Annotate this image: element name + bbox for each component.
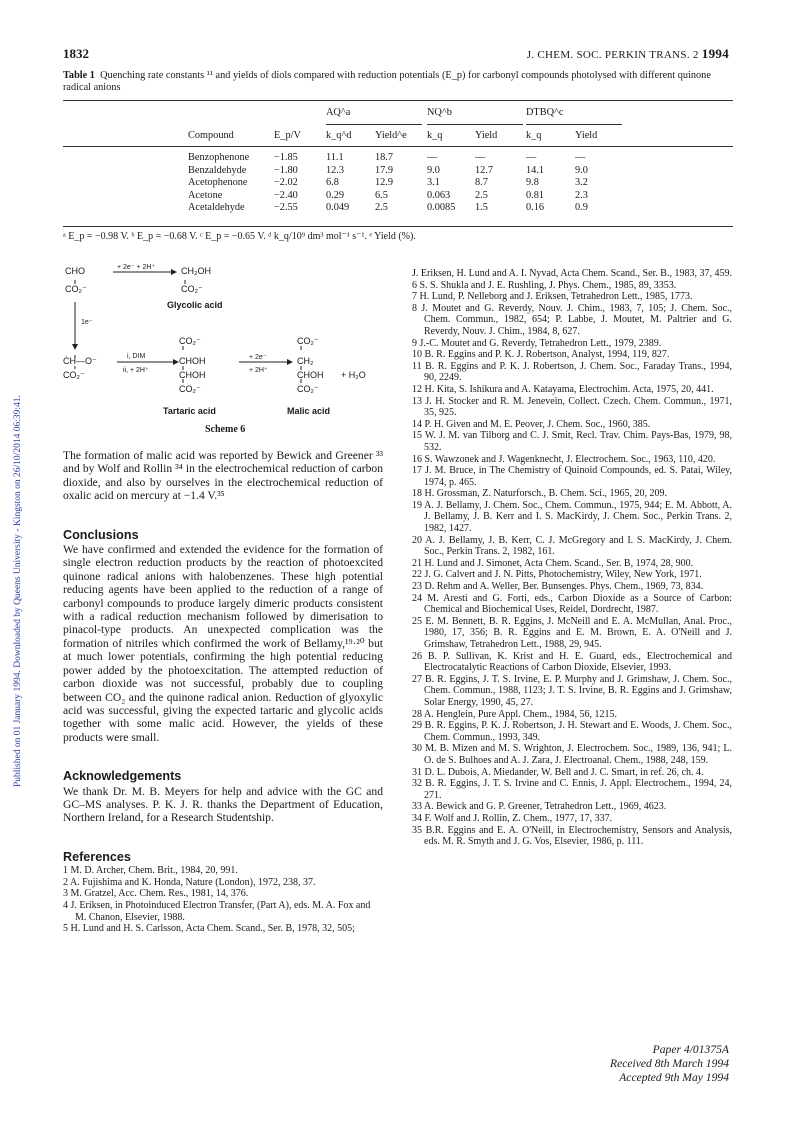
- table-cell: 2.3: [575, 189, 588, 201]
- scheme-tartaric-label: Tartaric acid: [163, 406, 216, 416]
- reference-item: 8 J. Moutet and G. Reverdy, Nouv. J. Chim., 1983, 7, 105; J. Chem. Soc., Chem. Commun., 1982, 654; P. Labbe, J. Moutet, M. Paltrier and G. Reverdy, Nouv. J. Chim., 1984, 8, 627.: [412, 302, 732, 337]
- table-cell: −2.40: [274, 189, 298, 201]
- reference-item: 16 S. Wawzonek and J. Wagenknecht, J. Electrochem. Soc., 1963, 110, 420.: [412, 453, 716, 465]
- table-column-header: k_q: [526, 130, 542, 141]
- reference-item: 7 H. Lund, P. Nelleborg and J. Eriksen, Tetrahedron Lett., 1985, 1773.: [412, 291, 693, 303]
- table-label: Table 1: [63, 70, 95, 81]
- scheme-co2-b: CO₂⁻: [181, 284, 203, 294]
- page-number: 1832: [63, 46, 89, 61]
- table-cell: 0.049: [326, 202, 350, 213]
- reference-item: 27 B. R. Eggins, J. T. S. Irvine, E. P. Murphy and J. Grimshaw, J. Chem. Soc., Chem. Commun., 1988, 1123; J. T. S. Irvine, B. R. Eggins and J. Grimshaw, Solar Energy, 1990, 45, 27.: [412, 673, 732, 708]
- table-cell: −2.55: [274, 202, 298, 213]
- paper-info: [610, 1043, 729, 1085]
- reference-item: 11 B. R. Eggins and P. K. J. Robertson, J. Chem. Soc., Faraday Trans., 1994, 90, 2249.: [412, 360, 732, 384]
- scheme-cho: CHO: [65, 266, 85, 276]
- reference-item: 10 B. R. Eggins and P. K. J. Robertson, Analyst, 1994, 119, 827.: [412, 349, 670, 361]
- scheme-co2-f: CO₂⁻: [179, 384, 201, 394]
- received-date: Received 8th March 1994: [609, 1057, 729, 1070]
- reference-item: 6 S. S. Shukla and J. E. Rushling, J. Phys. Chem., 1985, 89, 3353.: [412, 279, 677, 291]
- reference-item: 13 J. H. Stocker and R. M. Jenevein, Collect. Czech. Chem. Commun., 1971, 35, 925.: [412, 395, 732, 419]
- scheme-choh-b: CHOH: [179, 370, 206, 380]
- table-column-header: k_q^d: [326, 130, 352, 141]
- table-column-header: k_q: [427, 130, 443, 141]
- table-caption: [63, 70, 733, 94]
- reference-item: 33 A. Bewick and G. P. Greener, Tetrahedron Lett., 1969, 4623.: [412, 801, 667, 813]
- table-cell: 9.8: [526, 177, 539, 188]
- table-cell: 14.1: [526, 164, 545, 176]
- reference-item: 31 D. L. Dubois, A. Miedander, W. Bell and J. C. Smart, in ref. 26, ch. 4.: [412, 766, 704, 778]
- malic-acid-paragraph: The formation of malic acid was reported by Bewick and Greener ³³ and by Wolf and Rollin ³⁴ in the electrochemical reduction of carbon dioxide, and also by ourselves in the electrochemical reduction of oxalic acid on mercury at −1.4 V.³⁵: [63, 449, 383, 503]
- reference-item: 26 B. P. Sullivan, K. Krist and H. E. Guard, eds., Electrochemical and Electrocatalytic Reactions of Carbon Dioxide, Elsevier, 1993.: [412, 650, 732, 674]
- reference-item: 12 H. Kita, S. Ishikura and A. Katayama, Electrochim. Acta, 1975, 20, 441.: [412, 383, 714, 395]
- reference-item: J. Eriksen, H. Lund and A. I. Nyvad, Acta Chem. Scand., Ser. B., 1983, 37, 459.: [412, 268, 732, 279]
- table-cell: 0.29: [326, 189, 345, 201]
- reference-item: 9 J.-C. Moutet and G. Reverdy, Tetrahedron Lett., 1979, 2389.: [412, 337, 662, 349]
- table-column-header: E_p/V: [274, 130, 301, 141]
- scheme-co2-g: CO₂⁻: [297, 384, 319, 394]
- reference-item: 20 A. J. Bellamy, J. B. Kerr, C. J. McGregory and I. S. MacKirdy, J. Chem. Soc., Perkin Trans. 2, 1982, 161.: [412, 534, 732, 558]
- conclusions-heading: Conclusions: [63, 527, 139, 542]
- paper-number: Paper 4/01375A: [652, 1043, 729, 1056]
- table-cell: —: [575, 152, 586, 163]
- references-heading: References: [63, 849, 131, 864]
- reference-item: 14 P. H. Given and M. E. Peover, J. Chem. Soc., 1960, 385.: [412, 418, 651, 430]
- table-cell: 8.7: [475, 177, 488, 188]
- table-column-header: Yield: [575, 130, 598, 141]
- download-watermark: Published on 01 January 1994. Downloaded by Queens University - Kingston on 26/10/2014 06:39:41.: [13, 395, 23, 787]
- table-group-header: AQ^a: [326, 107, 351, 118]
- table-column-header: Compound: [188, 130, 234, 141]
- table-cell: 12.9: [375, 177, 394, 188]
- table-cell: 2.5: [375, 202, 388, 213]
- reference-item: 22 J. G. Calvert and J. N. Pitts, Photochemistry, Wiley, New York, 1971.: [412, 569, 702, 581]
- reference-item: 15 W. J. M. van Tilborg and C. J. Smit, Recl. Trav. Chim. Pays-Bas, 1979, 98, 532.: [412, 430, 732, 453]
- left-column: [63, 449, 383, 935]
- table-cell: 12.3: [326, 164, 345, 176]
- scheme-plus-2e: + 2e⁻: [249, 354, 267, 361]
- scheme-arrows: [63, 262, 403, 437]
- table-cell: 9.0: [427, 164, 440, 176]
- table-column-header: Yield^e: [375, 130, 407, 141]
- scheme-one-electron: 1e⁻: [81, 319, 93, 326]
- reference-item: 32 B. R. Eggins, J. T. S. Irvine and C. Ennis, J. Appl. Electrochem., 1994, 24, 271.: [412, 778, 732, 801]
- scheme-choh-c: CHOH: [297, 370, 324, 380]
- table-cell: —: [427, 152, 438, 163]
- table-cell: 6.8: [326, 177, 339, 188]
- scheme-malic-label: Malic acid: [287, 406, 331, 416]
- scheme-glycolic-label: Glycolic acid: [167, 300, 223, 310]
- scheme-water: + H₂O: [341, 370, 366, 380]
- reference-item: 18 H. Grossman, Z. Naturforsch., B. Chem. Sci., 1965, 20, 209.: [412, 488, 667, 500]
- scheme-plus-2h: + 2H⁺: [249, 367, 268, 374]
- table-caption-text: Quenching rate constants ¹¹ and yields of diols compared with reduction potentials (E_p) for carbonyl compounds photolysed with different quinone radical anions: [63, 70, 711, 93]
- reference-item: 35 B.R. Eggins and E. A. O'Neill, in Electrochemistry, Sensors and Analysis, eds. M. R. Smyth and J. G. Vos, Elsevier, 1986, p. 111.: [412, 824, 732, 848]
- scheme-step-ii: ii, + 2H⁺: [123, 367, 149, 374]
- table-cell: 0.9: [575, 202, 588, 213]
- reference-item: 28 A. Henglein, Pure Appl. Chem., 1984, 56, 1215.: [412, 708, 617, 720]
- reference-item: 4 J. Eriksen, in Photoinduced Electron Transfer, (Part A), eds. M. A. Fox and M. Chanon, Elsevier, 1988.: [63, 899, 371, 923]
- scheme-co2-e: CO₂⁻: [63, 370, 85, 380]
- reference-item: 21 H. Lund and J. Simonet, Acta Chem. Scand., Ser. B, 1974, 28, 900.: [412, 557, 694, 569]
- table-cell: 0.0085: [427, 202, 456, 213]
- scheme-ch2oh: CH₂OH: [181, 266, 211, 276]
- table-column-header: Yield: [475, 130, 498, 141]
- journal-name: J. CHEM. SOC. PERKIN TRANS. 2: [526, 49, 699, 61]
- table-cell: Acetophenone: [188, 177, 248, 188]
- table-cell: 1.5: [475, 202, 488, 213]
- acknowledgements-heading: Acknowledgements: [63, 769, 182, 784]
- reference-item: 5 H. Lund and H. S. Carlsson, Acta Chem. Scand., Ser. B, 1978, 32, 505;: [63, 923, 355, 935]
- table-cell: 2.5: [475, 189, 488, 201]
- reference-item: 24 M. Aresti and G. Forti, eds., Carbon Dioxide as a Source of Carbon: Chemical and Biochemical Uses, Reidel, Dordrecht, 1987.: [412, 592, 732, 616]
- conclusions-paragraph: We have confirmed and extended the evidence for the formation of single electron reduction products by the reaction of photoexcited quinone radical anions with halobenzenes. These high potential reducing agents have been applied to the reduction of a range of carbonyl compounds to produce largely dimeric products consistent with a radical reduction mechanism followed by dimerisation to pinacol-type products. An unexpected complication was the formation of nitriles which confirmed the work of Bellamy,¹⁹·²⁰ but at much lower potentials, confirming the high potential reducing power added by the photoexcitation. The attempted reduction of carbon dioxide was not successful, probably due to coupling between CO₂ and the quinone radical anion. Reduction of glyoxylic acid was successful, giving the expected tartaric and glycolic acids together with some malic acid. However, the yields of these products were small.: [63, 543, 383, 744]
- journal-year: 1994: [701, 46, 729, 61]
- table-cell: 6.5: [375, 189, 388, 201]
- scheme-step-i: i, DIM: [127, 353, 146, 360]
- table-cell: 0.063: [427, 189, 451, 201]
- table-cell: Benzophenone: [188, 152, 250, 163]
- table-cell: −1.80: [274, 164, 298, 176]
- reference-item: 1 M. D. Archer, Chem. Brit., 1984, 20, 991.: [63, 865, 238, 877]
- table-cell: −1.85: [274, 152, 298, 163]
- reference-item: 25 E. M. Bennett, B. R. Eggins, J. McNeill and E. A. McMullan, Anal. Proc., 1980, 17, 356; B. R. Eggins and E. M. Brown, E. A. O'Neill and J. Grimshaw, Tetrahedron Lett., 1988, 29, 945.: [412, 615, 732, 650]
- table-cell: Acetone: [188, 189, 223, 201]
- table-cell: —: [475, 152, 486, 163]
- scheme-radical: ĊH—O⁻: [63, 356, 97, 366]
- reference-item: 30 M. B. Mizen and M. S. Wrighton, J. Electrochem. Soc., 1989, 136, 941; L. O. de S. Bulhoes and A. J. Zara, J. Electroanal. Chem., 1988, 248, 159.: [412, 743, 732, 766]
- table-cell: Benzaldehyde: [188, 164, 247, 176]
- scheme-co2-a: CO₂⁻: [65, 284, 87, 294]
- reference-item: 23 D. Rehm and A. Weller, Ber. Bunsenges. Phys. Chem., 1969, 73, 834.: [412, 581, 704, 593]
- scheme-reagent-top: + 2e⁻ + 2H⁺: [117, 264, 156, 271]
- table-cell: 0.16: [526, 202, 545, 213]
- scheme-co2-c: CO₂⁻: [179, 336, 201, 346]
- reference-item: 34 F. Wolf and J. Rollin, Z. Chem., 1977, 17, 337.: [412, 812, 613, 824]
- table-footnote: ᵃ E_p = −0.98 V. ᵇ E_p = −0.68 V. ᶜ E_p = −0.65 V. ᵈ k_q/10⁹ dm³ mol⁻¹ s⁻¹. ᵉ Yield (%).: [63, 231, 416, 242]
- table-cell: 0.81: [526, 189, 545, 201]
- references-list-right: [412, 268, 732, 848]
- reference-item: 19 A. J. Bellamy, J. Chem. Soc., Chem. Commun., 1975, 944; E. M. Abbott, A. J. Bellamy, J. B. Kerr and I. S. MacKirdy, J. Chem. Soc., Perkin Trans. 2, 1982, 1427.: [412, 499, 732, 535]
- journal-header: [527, 46, 729, 62]
- accepted-date: Accepted 9th May 1994: [619, 1071, 729, 1084]
- table-cell: 12.7: [475, 164, 494, 176]
- scheme-6: [63, 262, 403, 437]
- reference-item: 17 J. M. Bruce, in The Chemistry of Quinoid Compounds, ed. S. Patai, Wiley, 1974, p. 465.: [412, 465, 732, 488]
- table-cell: 11.1: [326, 152, 344, 163]
- table-group-header: NQ^b: [427, 107, 452, 118]
- scheme-co2-d: CO₂⁻: [297, 336, 319, 346]
- table-cell: 3.2: [575, 177, 588, 188]
- table-group-header: DTBQ^c: [526, 107, 564, 118]
- reference-item: 2 A. Fujishima and K. Honda, Nature (London), 1972, 238, 37.: [63, 876, 316, 888]
- table-cell: 9.0: [575, 164, 588, 176]
- scheme-ch2: CH₂: [297, 356, 314, 366]
- table-cell: —: [526, 152, 537, 163]
- table-cell: 18.7: [375, 152, 394, 163]
- table-cell: −2.02: [274, 177, 298, 188]
- table-cell: Acetaldehyde: [188, 202, 245, 213]
- reference-item: 3 M. Gratzel, Acc. Chem. Res., 1981, 14, 376.: [63, 888, 249, 900]
- scheme-choh-a: CHOH: [179, 356, 206, 366]
- acknowledgements-paragraph: We thank Dr. M. B. Meyers for help and advice with the GC and GC–MS analyses. P. K. J. R. thanks the Department of Education, Northern Ireland, for a Research Studentship.: [63, 784, 383, 825]
- table-cell: 3.1: [427, 177, 440, 188]
- reference-item: 29 B. R. Eggins, P. K. J. Robertson, J. H. Stewart and E. Woods, J. Chem. Soc., Chem. Commun., 1993, 349.: [412, 720, 732, 743]
- references-list-left: [63, 865, 383, 935]
- scheme-title: Scheme 6: [205, 424, 246, 435]
- table-cell: 17.9: [375, 164, 394, 176]
